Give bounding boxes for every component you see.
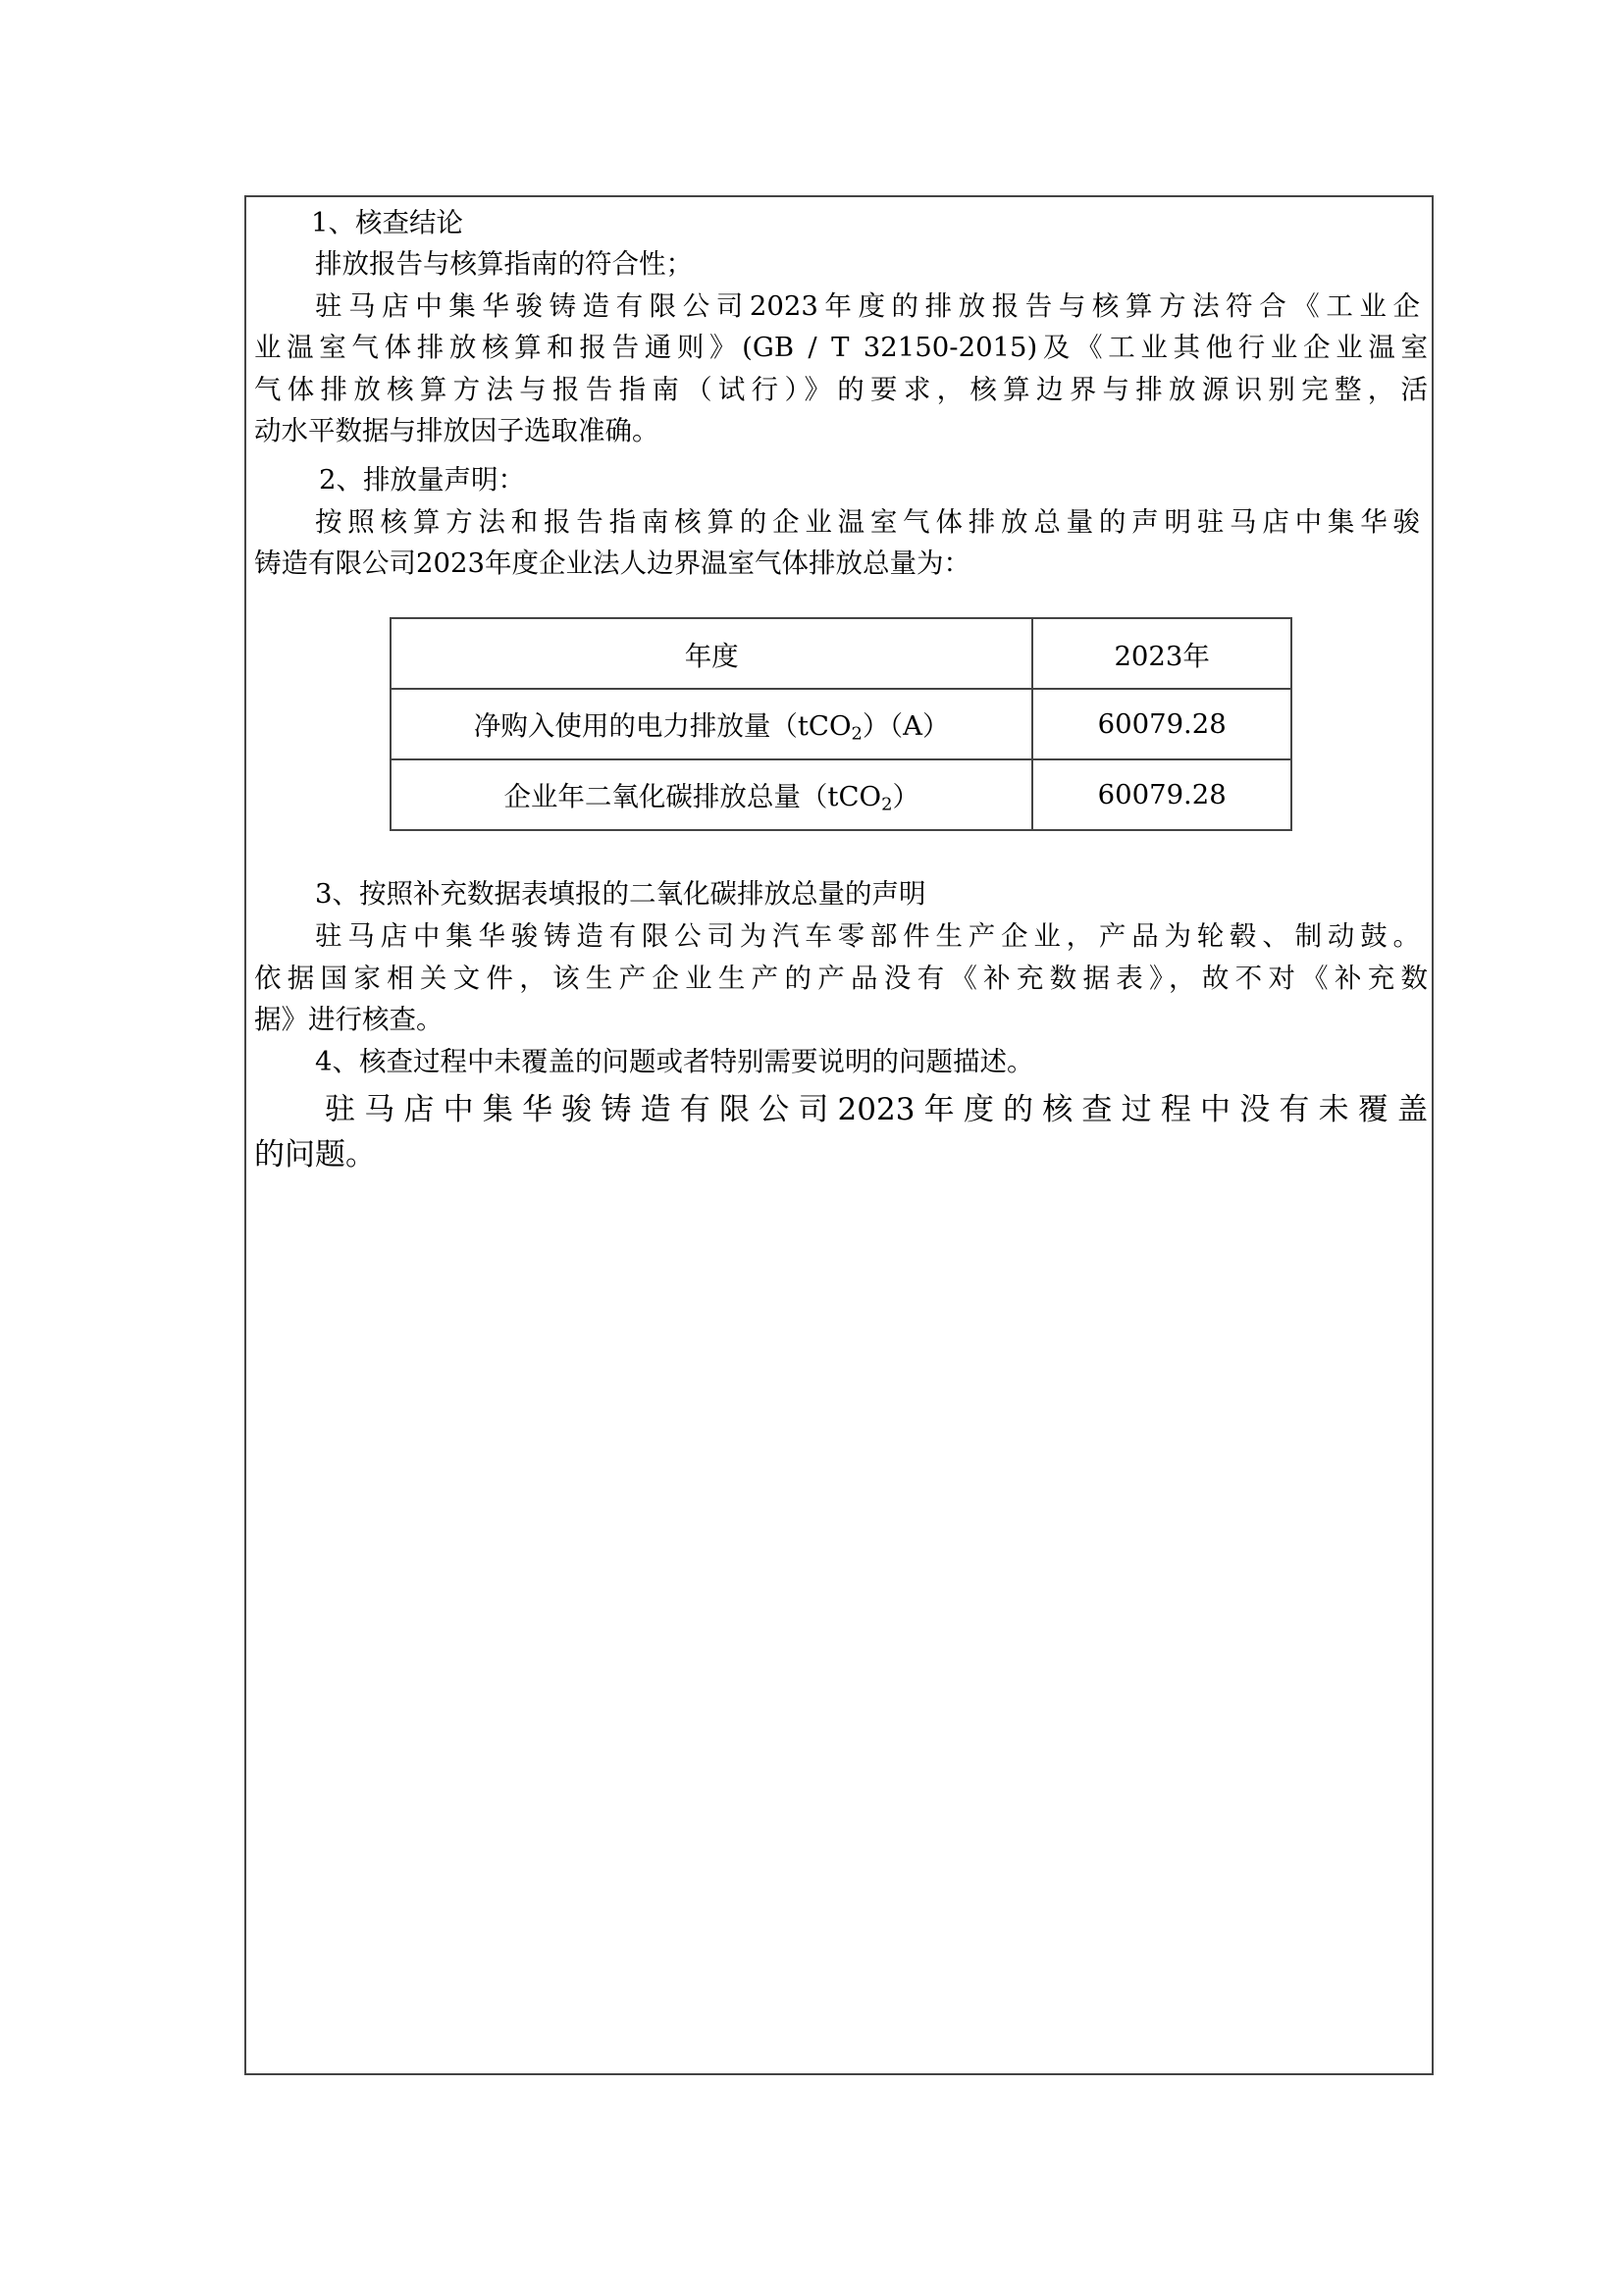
section-3-heading: 3、按照补充数据表填报的二氧化碳排放总量的声明	[315, 878, 926, 910]
table-header-row	[391, 618, 1291, 689]
row-electricity-label	[391, 689, 1032, 759]
section-4-heading: 4、核查过程中未覆盖的问题或者特别需要说明的问题描述。	[315, 1046, 1034, 1077]
row-label-subscript: 2	[851, 723, 863, 745]
row-label-text: 企业年二氧化碳排放总量（tCO	[503, 781, 882, 813]
header-year-value: 2023年	[1032, 618, 1291, 689]
section-3-paragraph-line: 驻马店中集华骏铸造有限公司为汽车零部件生产企业，产品为轮毂、制动鼓。	[315, 920, 1420, 952]
content-frame	[244, 195, 1434, 2075]
section-2-paragraph-line: 铸造有限公司2023年度企业法人边界温室气体排放总量为：	[254, 548, 970, 579]
section-1-paragraph-line: 业温室气体排放核算和报告通则》(GB / T 32150-2015)及《工业其他行业企业温室	[254, 332, 1428, 363]
section-3-paragraph-line: 依据国家相关文件，该生产企业生产的产品没有《补充数据表》，故不对《补充数	[254, 963, 1428, 994]
section-1-paragraph-line: 动水平数据与排放因子选取准确。	[254, 415, 659, 446]
emissions-table	[390, 617, 1292, 831]
section-4-paragraph-line: 的问题。	[254, 1137, 376, 1173]
row-label-subscript: 2	[881, 794, 893, 815]
header-year-label: 年度	[391, 618, 1032, 689]
section-1-paragraph-line: 气体排放核算方法与报告指南（试行）》的要求，核算边界与排放源识别完整，活	[254, 374, 1428, 405]
section-1-paragraph-line: 驻马店中集华骏铸造有限公司2023年度的排放报告与核算方法符合《工业企	[315, 290, 1420, 322]
row-total-value: 60079.28	[1032, 759, 1291, 830]
section-4-paragraph-line: 驻马店中集华骏铸造有限公司2023年度的核查过程中没有未覆盖	[325, 1092, 1428, 1127]
table-row	[391, 759, 1291, 830]
section-1-heading: 1、核查结论	[311, 207, 463, 238]
row-label-suffix: ）（A）	[862, 710, 950, 743]
row-label-text: 净购入使用的电力排放量（tCO	[473, 710, 852, 743]
section-2-paragraph-line: 按照核算方法和报告指南核算的企业温室气体排放总量的声明驻马店中集华骏	[315, 506, 1420, 538]
section-1-subheading: 排放报告与核算指南的符合性；	[315, 248, 693, 280]
row-total-label	[391, 759, 1032, 830]
table-row	[391, 689, 1291, 759]
row-label-suffix: ）	[892, 781, 919, 813]
section-3-paragraph-line: 据》进行核查。	[254, 1004, 444, 1035]
section-2-heading: 2、排放量声明：	[319, 464, 525, 496]
row-electricity-value: 60079.28	[1032, 689, 1291, 759]
